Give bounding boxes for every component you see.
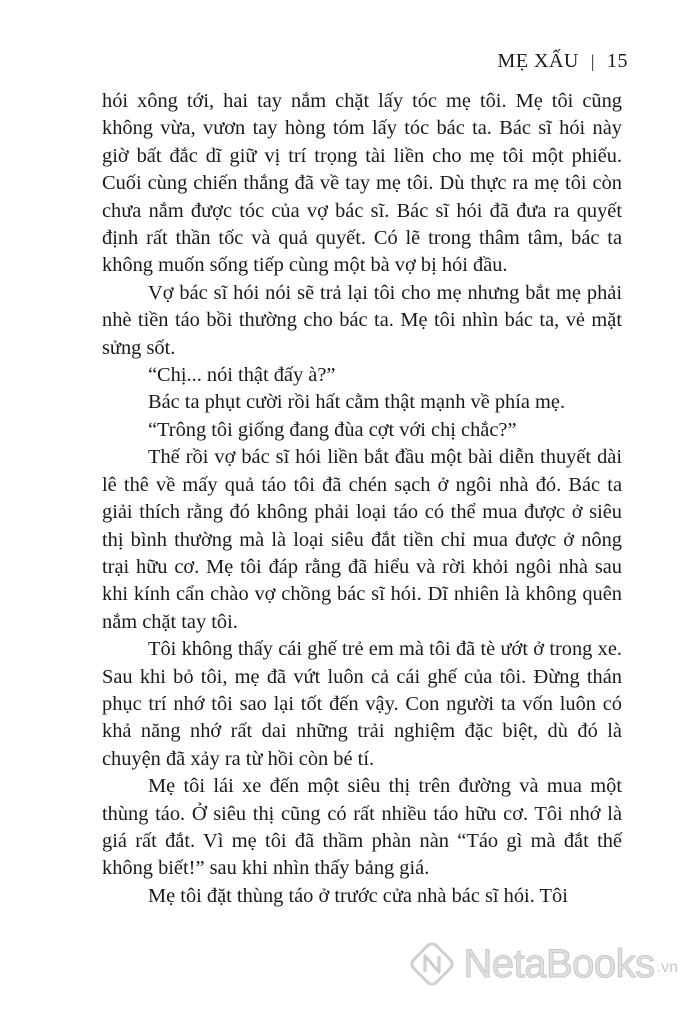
watermark-suffix: .vn — [656, 959, 678, 976]
running-header — [498, 50, 628, 73]
header-separator: | — [590, 51, 595, 71]
paragraph: “Chị... nói thật đấy à?” — [148, 364, 336, 387]
paragraph: Tôi không thấy cái ghế trẻ em mà tôi đã tè ướt ở trong xe. Sau khi bỏ tôi, mẹ đã vứt luôn cả cái ghế của tôi. Đừng thán phục trí nhớ tôi sao lại tốt đến vậy. Con người ta vốn luôn có khả năng nhớ rất dai những trải nghiệm đặc biệt, dù đó là chuyện đã xảy ra từ hồi còn bé tí. — [102, 638, 622, 770]
chapter-title: MẸ XẤU — [497, 50, 579, 72]
watermark-text: NetaBooks — [463, 941, 655, 986]
page-number: 15 — [607, 50, 628, 72]
paragraph: Mẹ tôi lái xe đến một siêu thị trên đường và mua một thùng táo. Ở siêu thị cũng có rất nhiều táo hữu cơ. Tôi nhớ là giá rất đắt. Vì mẹ tôi đã thầm phàn nàn “Táo gì mà đắt thế không biết!” sau khi nhìn thấy bảng giá. — [102, 775, 622, 880]
paragraph: Bác ta phụt cười rồi hất cằm thật mạnh về phía mẹ. — [148, 391, 566, 414]
paragraph: Vợ bác sĩ hói nói sẽ trả lại tôi cho mẹ nhưng bắt mẹ phải nhè tiền táo bồi thường cho bác ta. Mẹ tôi nhìn bác ta, vẻ mặt sửng sốt. — [102, 281, 622, 359]
paragraph: Thế rồi vợ bác sĩ hói liền bắt đầu một bài diễn thuyết dài lê thê về mấy quả táo tôi đã chén sạch ở ngôi nhà đó. Bác ta giải thích rằng đó không phải loại táo có thể mua được ở siêu thị bình thường mà là loại siêu đắt tiền chỉ mua được ở nông trại hữu cơ. Mẹ tôi đáp rằng đã hiểu và rời khỏi ngôi nhà sau khi kính cẩn chào vợ chồng bác sĩ hói. Dĩ nhiên là không quên nắm chặt tay tôi. — [102, 446, 622, 633]
watermark — [409, 941, 678, 987]
paragraph: “Trông tôi giống đang đùa cợt với chị chắc?” — [148, 418, 517, 441]
page-body — [102, 88, 622, 910]
paragraph: hói xông tới, hai tay nắm chặt lấy tóc mẹ tôi. Mẹ tôi cũng không vừa, vươn tay hòng tóm lấy tóc bác ta. Bác sĩ hói này giờ bất đắc dĩ giữ vị trí trọng tài liền cho mẹ tôi một phiếu. Cuối cùng chiến thắng đã về tay mẹ tôi. Dù thực ra mẹ tôi còn chưa nắm được tóc của vợ bác sĩ. Bác sĩ hói đã đưa ra quyết định rất thần tốc và quả quyết. Có lẽ trong thâm tâm, bác ta không muốn sống tiếp cùng một bà vợ bị hói đầu. — [102, 90, 622, 277]
netabooks-logo-icon — [409, 941, 455, 987]
paragraph: Mẹ tôi đặt thùng táo ở trước cửa nhà bác sĩ hói. Tôi — [148, 884, 568, 907]
